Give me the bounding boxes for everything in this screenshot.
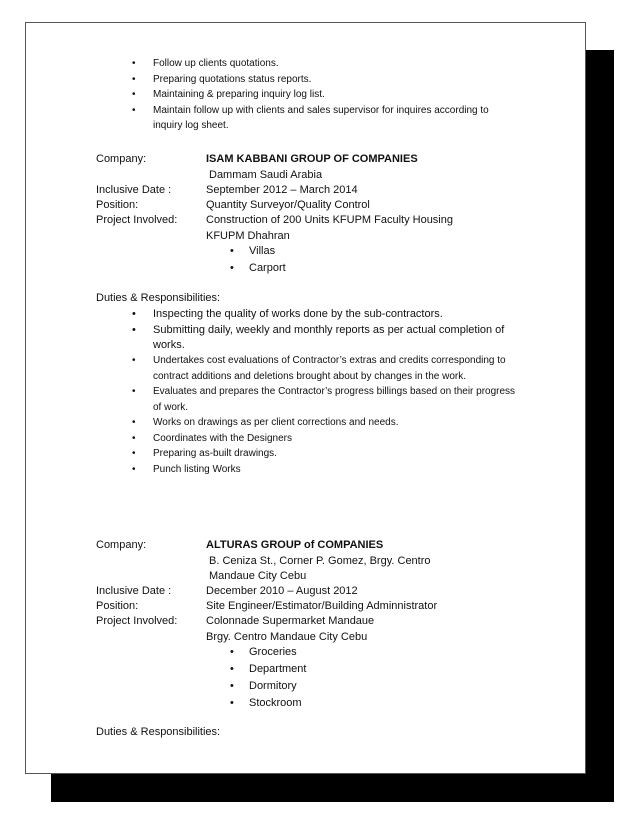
list-item: • Evaluates and prepares the Contractor’s progress billings based on their progress of work. — [132, 384, 515, 415]
project-location: KFUPM Dhahran — [206, 230, 290, 242]
project-label: Project Involved: — [96, 615, 178, 627]
position-label: Position: — [96, 600, 139, 612]
list-item: • Works on drawings as per client corrections and needs. — [132, 415, 515, 431]
list-item: • Follow up clients quotations. — [132, 56, 489, 72]
company-address: Dammam Saudi Arabia — [209, 169, 323, 181]
inclusive-date-value: September 2012 – March 2014 — [206, 184, 358, 196]
project-value: Construction of 200 Units KFUPM Faculty Housing — [206, 214, 453, 226]
company-address-line2: Mandaue City Cebu — [209, 570, 307, 582]
project-label: Project Involved: — [96, 214, 178, 226]
company-label: Company: — [96, 539, 147, 551]
position-label: Position: — [96, 199, 139, 211]
list-item: • Preparing as-built drawings. — [132, 446, 515, 462]
list-item: • Dormitory — [230, 678, 306, 695]
list-item: • Carport — [230, 260, 286, 277]
list-item: • Inspecting the quality of works done by the sub-contractors. — [132, 306, 515, 323]
company-name: ISAM KABBANI GROUP OF COMPANIES — [206, 153, 418, 165]
list-item: • Department — [230, 661, 306, 678]
company-name: ALTURAS GROUP of COMPANIES — [206, 539, 384, 551]
list-item: • Coordinates with the Designers — [132, 431, 515, 447]
list-item: • Preparing quotations status reports. — [132, 72, 489, 88]
company-address-line1: B. Ceniza St., Corner P. Gomez, Brgy. Centro — [209, 555, 431, 567]
list-item: • Stockroom — [230, 695, 306, 712]
top-bullet-list — [132, 56, 489, 134]
inclusive-date-value: December 2010 – August 2012 — [206, 585, 358, 597]
list-item: • Groceries — [230, 644, 306, 661]
company-label: Company: — [96, 153, 147, 165]
list-item: • Villas — [230, 243, 286, 260]
list-item: • Punch listing Works — [132, 462, 515, 478]
project-items-list — [230, 243, 286, 277]
position-value: Site Engineer/Estimator/Building Adminnistrator — [206, 600, 438, 612]
inclusive-date-label: Inclusive Date : — [96, 585, 172, 597]
project-location: Brgy. Centro Mandaue City Cebu — [206, 631, 368, 643]
list-item: • Undertakes cost evaluations of Contractor’s extras and credits corresponding to contract additions and deletions brought about by changes in the work. — [132, 353, 515, 384]
list-item: • Maintaining & preparing inquiry log list. — [132, 87, 489, 103]
duties-list — [132, 306, 515, 477]
inclusive-date-label: Inclusive Date : — [96, 184, 172, 196]
list-item: • Submitting daily, weekly and monthly reports as per actual completion of works. — [132, 323, 515, 353]
position-value: Quantity Surveyor/Quality Control — [206, 199, 370, 211]
duties-heading: Duties & Responsibilities: — [96, 292, 221, 304]
project-value: Colonnade Supermarket Mandaue — [206, 615, 375, 627]
list-item: • Maintain follow up with clients and sales supervisor for inquires according to inquiry log sheet. — [132, 103, 489, 134]
duties-heading: Duties & Responsibilities: — [96, 726, 221, 738]
project-items-list — [230, 644, 306, 712]
